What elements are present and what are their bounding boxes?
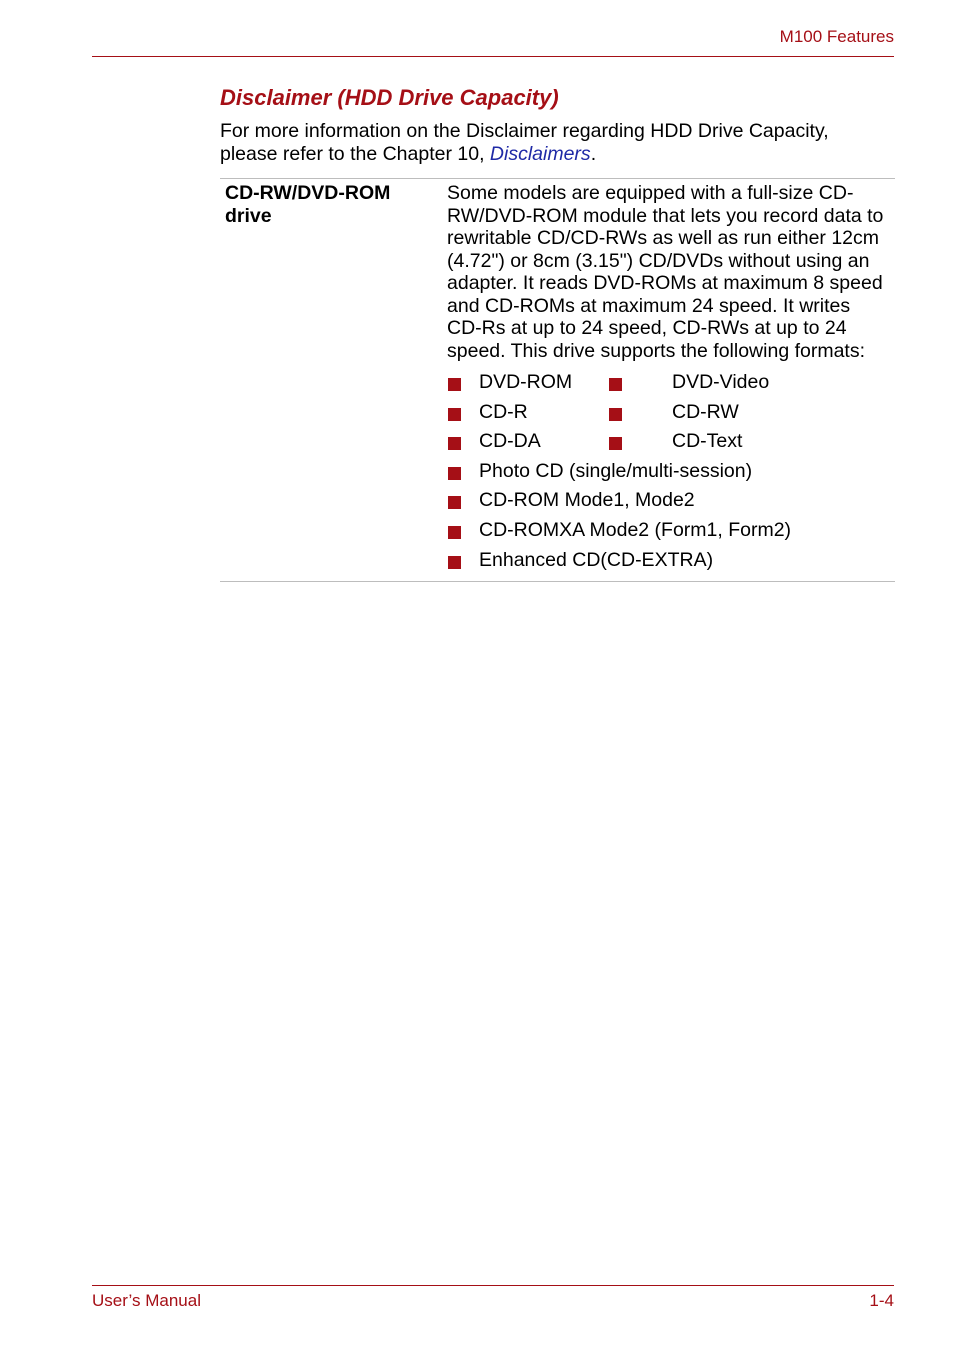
section-heading: Disclaimer (HDD Drive Capacity) (220, 85, 559, 110)
header-divider (92, 56, 894, 57)
square-bullet-icon (448, 408, 461, 421)
square-bullet-icon (448, 496, 461, 509)
format-label: CD-RW (672, 400, 739, 423)
format-label: Photo CD (single/multi-session) (479, 459, 753, 482)
disclaimers-link[interactable]: Disclaimers (489, 142, 591, 165)
format-label: CD-R (479, 400, 528, 423)
spec-label (225, 182, 425, 228)
spec-label-line1: CD-RW/DVD-ROM (225, 182, 391, 204)
intro-end: . (590, 142, 597, 165)
list-item (447, 427, 887, 457)
format-label: DVD-Video (672, 371, 770, 393)
intro-text: For more information on the Disclaimer regarding HDD Drive Capacity, please refer to the Chapter 10, (220, 120, 829, 165)
format-list (447, 368, 887, 575)
square-bullet-icon (448, 437, 461, 450)
list-item (447, 486, 887, 516)
format-label: DVD-ROM (479, 371, 573, 393)
list-item (447, 546, 887, 576)
format-label: Enhanced CD(CD-EXTRA) (479, 548, 714, 571)
spec-row-cd-rw-dvd-rom (220, 179, 895, 575)
list-item (447, 368, 887, 398)
spec-table (220, 178, 895, 582)
format-label: CD-ROM Mode1, Mode2 (479, 489, 695, 512)
intro-paragraph (220, 120, 880, 165)
format-label: CD-ROMXA Mode2 (Form1, Form2) (479, 518, 792, 541)
square-bullet-icon (609, 378, 622, 391)
square-bullet-icon (448, 526, 461, 539)
square-bullet-icon (448, 556, 461, 569)
footer-divider (92, 1285, 894, 1286)
spec-description: Some models are equipped with a full-size CD-RW/DVD-ROM module that lets you record data to rewritable CD/CD-RWs as well as run either 12cm (4.72") or 8cm (3.15") CD/DVDs without using an adapter. It reads DVD-ROMs at maximum 8 speed and CD-ROMs at maximum 24 speed. It writes CD-Rs at up to 24 speed, CD-RWs at up to 24 speed. This drive supports the following formats: (447, 182, 884, 362)
list-item (447, 516, 887, 546)
format-label: CD-Text (672, 430, 743, 453)
spec-label-line2: drive (225, 205, 272, 227)
footer-manual-title: User’s Manual (92, 1291, 201, 1310)
square-bullet-icon (448, 378, 461, 391)
page-number: 1-4 (869, 1291, 894, 1310)
square-bullet-icon (448, 467, 461, 480)
page-header-title: M100 Features (779, 27, 894, 46)
format-label: CD-DA (479, 430, 541, 453)
list-item (447, 398, 887, 428)
list-item (447, 457, 887, 487)
square-bullet-icon (609, 408, 622, 421)
square-bullet-icon (609, 437, 622, 450)
spec-body (447, 179, 887, 575)
